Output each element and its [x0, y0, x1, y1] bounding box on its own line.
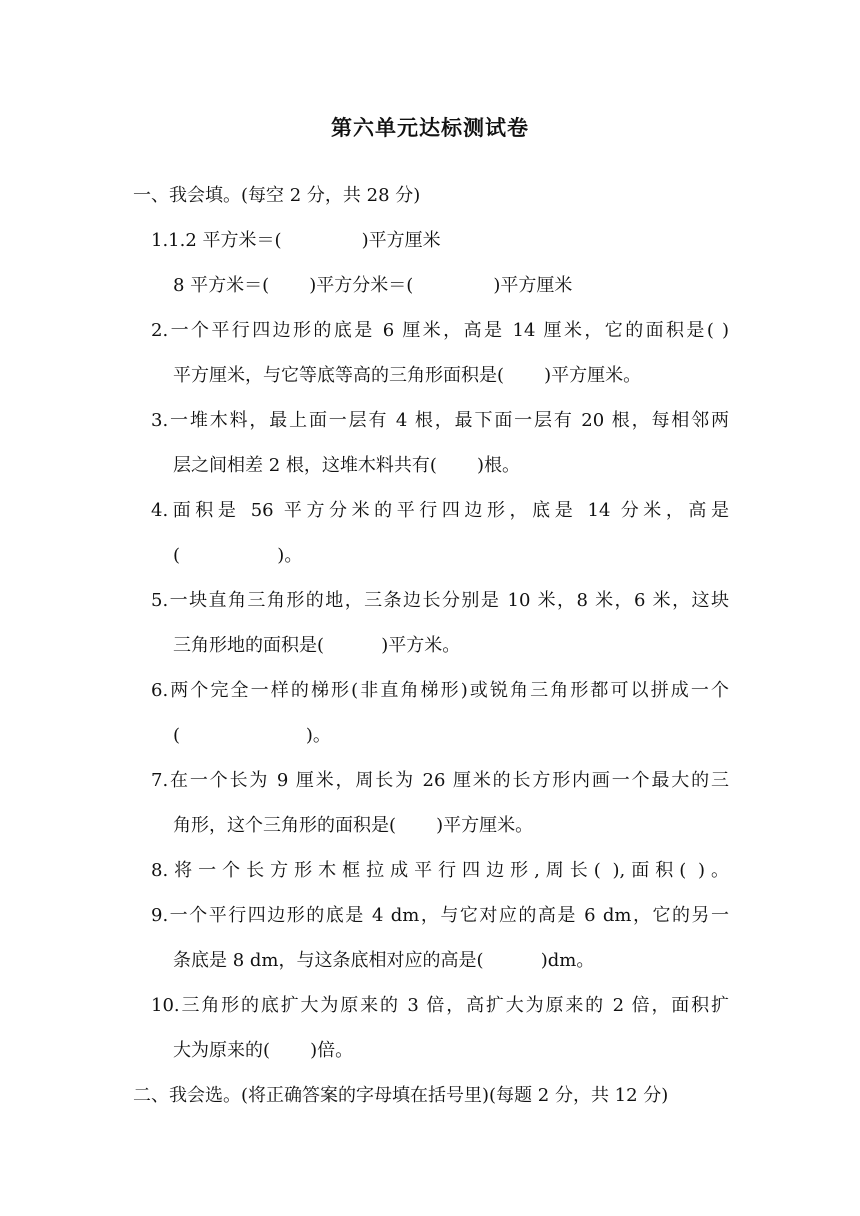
- question-1-line-2: 8 平方米＝( )平方分米＝( )平方厘米: [173, 275, 573, 296]
- section-1-heading: 一、我会填。(每空 2 分，共 28 分): [133, 185, 421, 206]
- question-6-line-2: ( )。: [173, 725, 331, 746]
- question-7-line-1: 7.在一个长为 9 厘米，周长为 26 厘米的长方形内画一个最大的三: [151, 770, 729, 791]
- question-1-line-1: 1.1.2 平方米＝( )平方厘米: [151, 230, 441, 251]
- question-8-line-1: 8.将一个长方形木框拉成平行四边形,周长( ),面积( )。: [151, 860, 729, 881]
- question-5-line-2: 三角形地的面积是( )平方米。: [173, 635, 461, 656]
- question-9-line-1: 9.一个平行四边形的底是 4 dm，与它对应的高是 6 dm，它的另一: [151, 905, 729, 926]
- question-3-line-1: 3.一堆木料，最上面一层有 4 根，最下面一层有 20 根，每相邻两: [151, 410, 729, 431]
- question-9-line-2: 条底是 8 dm，与这条底相对应的高是( )dm。: [173, 950, 595, 971]
- question-3-line-2: 层之间相差 2 根，这堆木料共有( )根。: [173, 455, 520, 476]
- question-2-line-1: 2.一个平行四边形的底是 6 厘米，高是 14 厘米，它的面积是( ): [151, 320, 729, 341]
- question-6-line-1: 6.两个完全一样的梯形(非直角梯形)或锐角三角形都可以拼成一个: [151, 680, 729, 701]
- question-2-line-2: 平方厘米，与它等底等高的三角形面积是( )平方厘米。: [173, 365, 642, 386]
- question-10-line-1: 10.三角形的底扩大为原来的 3 倍，高扩大为原来的 2 倍，面积扩: [151, 995, 729, 1016]
- question-4-line-2: ( )。: [173, 545, 303, 566]
- question-7-line-2: 角形，这个三角形的面积是( )平方厘米。: [173, 815, 534, 836]
- question-4-line-1: 4.面积是 56 平方分米的平行四边形，底是 14 分米，高是: [151, 500, 729, 521]
- page-title: 第六单元达标测试卷: [331, 116, 529, 140]
- section-2-heading: 二、我会选。(将正确答案的字母填在括号里)(每题 2 分，共 12 分): [133, 1085, 669, 1106]
- question-5-line-1: 5.一块直角三角形的地，三条边长分别是 10 米，8 米，6 米，这块: [151, 590, 729, 611]
- question-10-line-2: 大为原来的( )倍。: [173, 1040, 354, 1061]
